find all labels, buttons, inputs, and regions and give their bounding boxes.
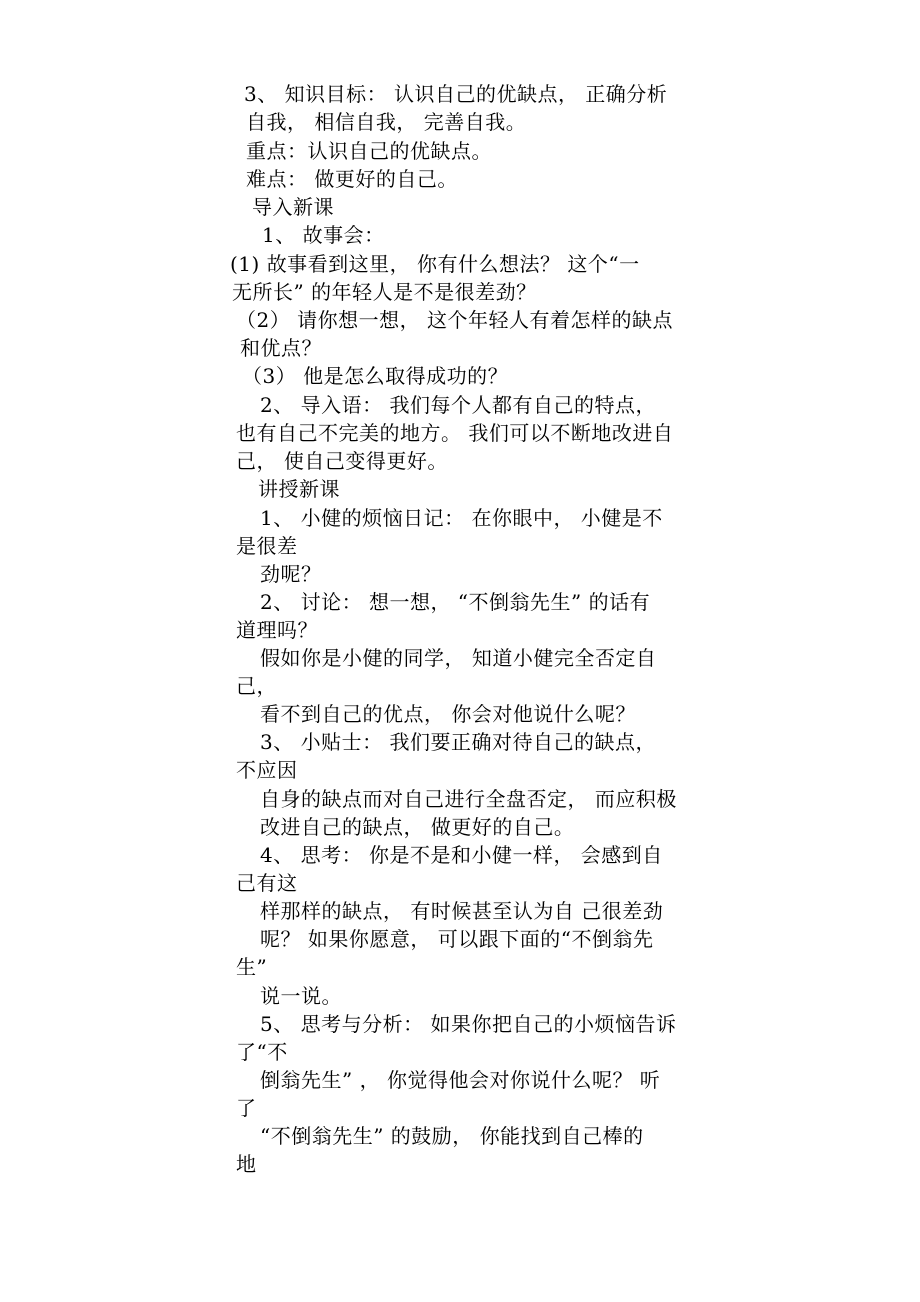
text-line: 5、 思考与分析： 如果你把自己的小烦恼告诉 — [260, 1012, 677, 1036]
text-line: 自我， 相信自我， 完善自我。 — [246, 110, 527, 134]
text-line: （2） 请你想一想， 这个年轻人有着怎样的缺点 — [236, 308, 673, 332]
text-line: 说一说。 — [260, 984, 342, 1008]
text-line: 是很差 — [236, 534, 298, 558]
section-heading: 讲授新课 — [258, 477, 340, 501]
text-line: 己有这 — [236, 871, 298, 895]
text-line: 呢？ 如果你愿意， 可以跟下面的“不倒翁先 — [260, 927, 654, 951]
text-line: 地 — [236, 1152, 257, 1176]
text-line: 3、 小贴士： 我们要正确对待自己的缺点， — [260, 730, 656, 754]
text-line: 2、 讨论： 想一想， “不倒翁先生” 的话有 — [260, 590, 651, 614]
text-line: 2、 导入语： 我们每个人都有自己的特点， — [260, 393, 656, 417]
text-line: 了“不 — [236, 1040, 288, 1064]
text-line: 4、 思考： 你是不是和小健一样， 会感到自 — [260, 843, 663, 867]
text-line: （3） 他是怎么取得成功的？ — [242, 364, 509, 388]
text-line: 劲呢？ — [260, 562, 322, 586]
text-line: 难点： 做更好的自己。 — [246, 167, 458, 191]
text-line: 样那样的缺点， 有时候甚至认为自 己很差劲 — [260, 899, 664, 923]
text-line: 1、 故事会： — [262, 223, 385, 247]
text-line: 无所长” 的年轻人是不是很差劲？ — [232, 280, 537, 304]
text-line: 己， 使自己变得更好。 — [236, 449, 448, 473]
text-line: (1) 故事看到这里， 你有什么想法？ 这个“一 — [230, 252, 640, 276]
section-heading: 导入新课 — [252, 195, 334, 219]
text-line: 了 — [236, 1096, 257, 1120]
text-line: 也有自己不完美的地方。 我们可以不断地改进自 — [236, 421, 674, 445]
text-line: 假如你是小健的同学， 知道小健完全否定自 — [260, 646, 657, 670]
text-line: 1、 小健的烦恼日记： 在你眼中， 小健是不 — [260, 506, 663, 530]
text-line: 倒翁先生” ， 你觉得他会对你说什么呢？ 听 — [260, 1068, 661, 1092]
text-line: “不倒翁先生” 的鼓励， 你能找到自己棒的 — [260, 1124, 644, 1148]
text-line: 和优点？ — [240, 336, 322, 360]
text-line: 重点：认识自己的优缺点。 — [246, 139, 492, 163]
text-line: 生” — [236, 955, 268, 979]
text-line: 自身的缺点而对自己进行全盘否定， 而应积极 — [260, 787, 677, 811]
text-line: 3、 知识目标： 认识自己的优缺点， 正确分析 — [244, 82, 668, 106]
text-line: 道理吗？ — [236, 618, 318, 642]
text-line: 看不到自己的优点， 你会对他说什么呢？ — [260, 702, 636, 726]
text-line: 不应因 — [236, 758, 298, 782]
text-line: 己， — [236, 674, 277, 698]
text-line: 改进自己的缺点， 做更好的自己。 — [260, 815, 575, 839]
